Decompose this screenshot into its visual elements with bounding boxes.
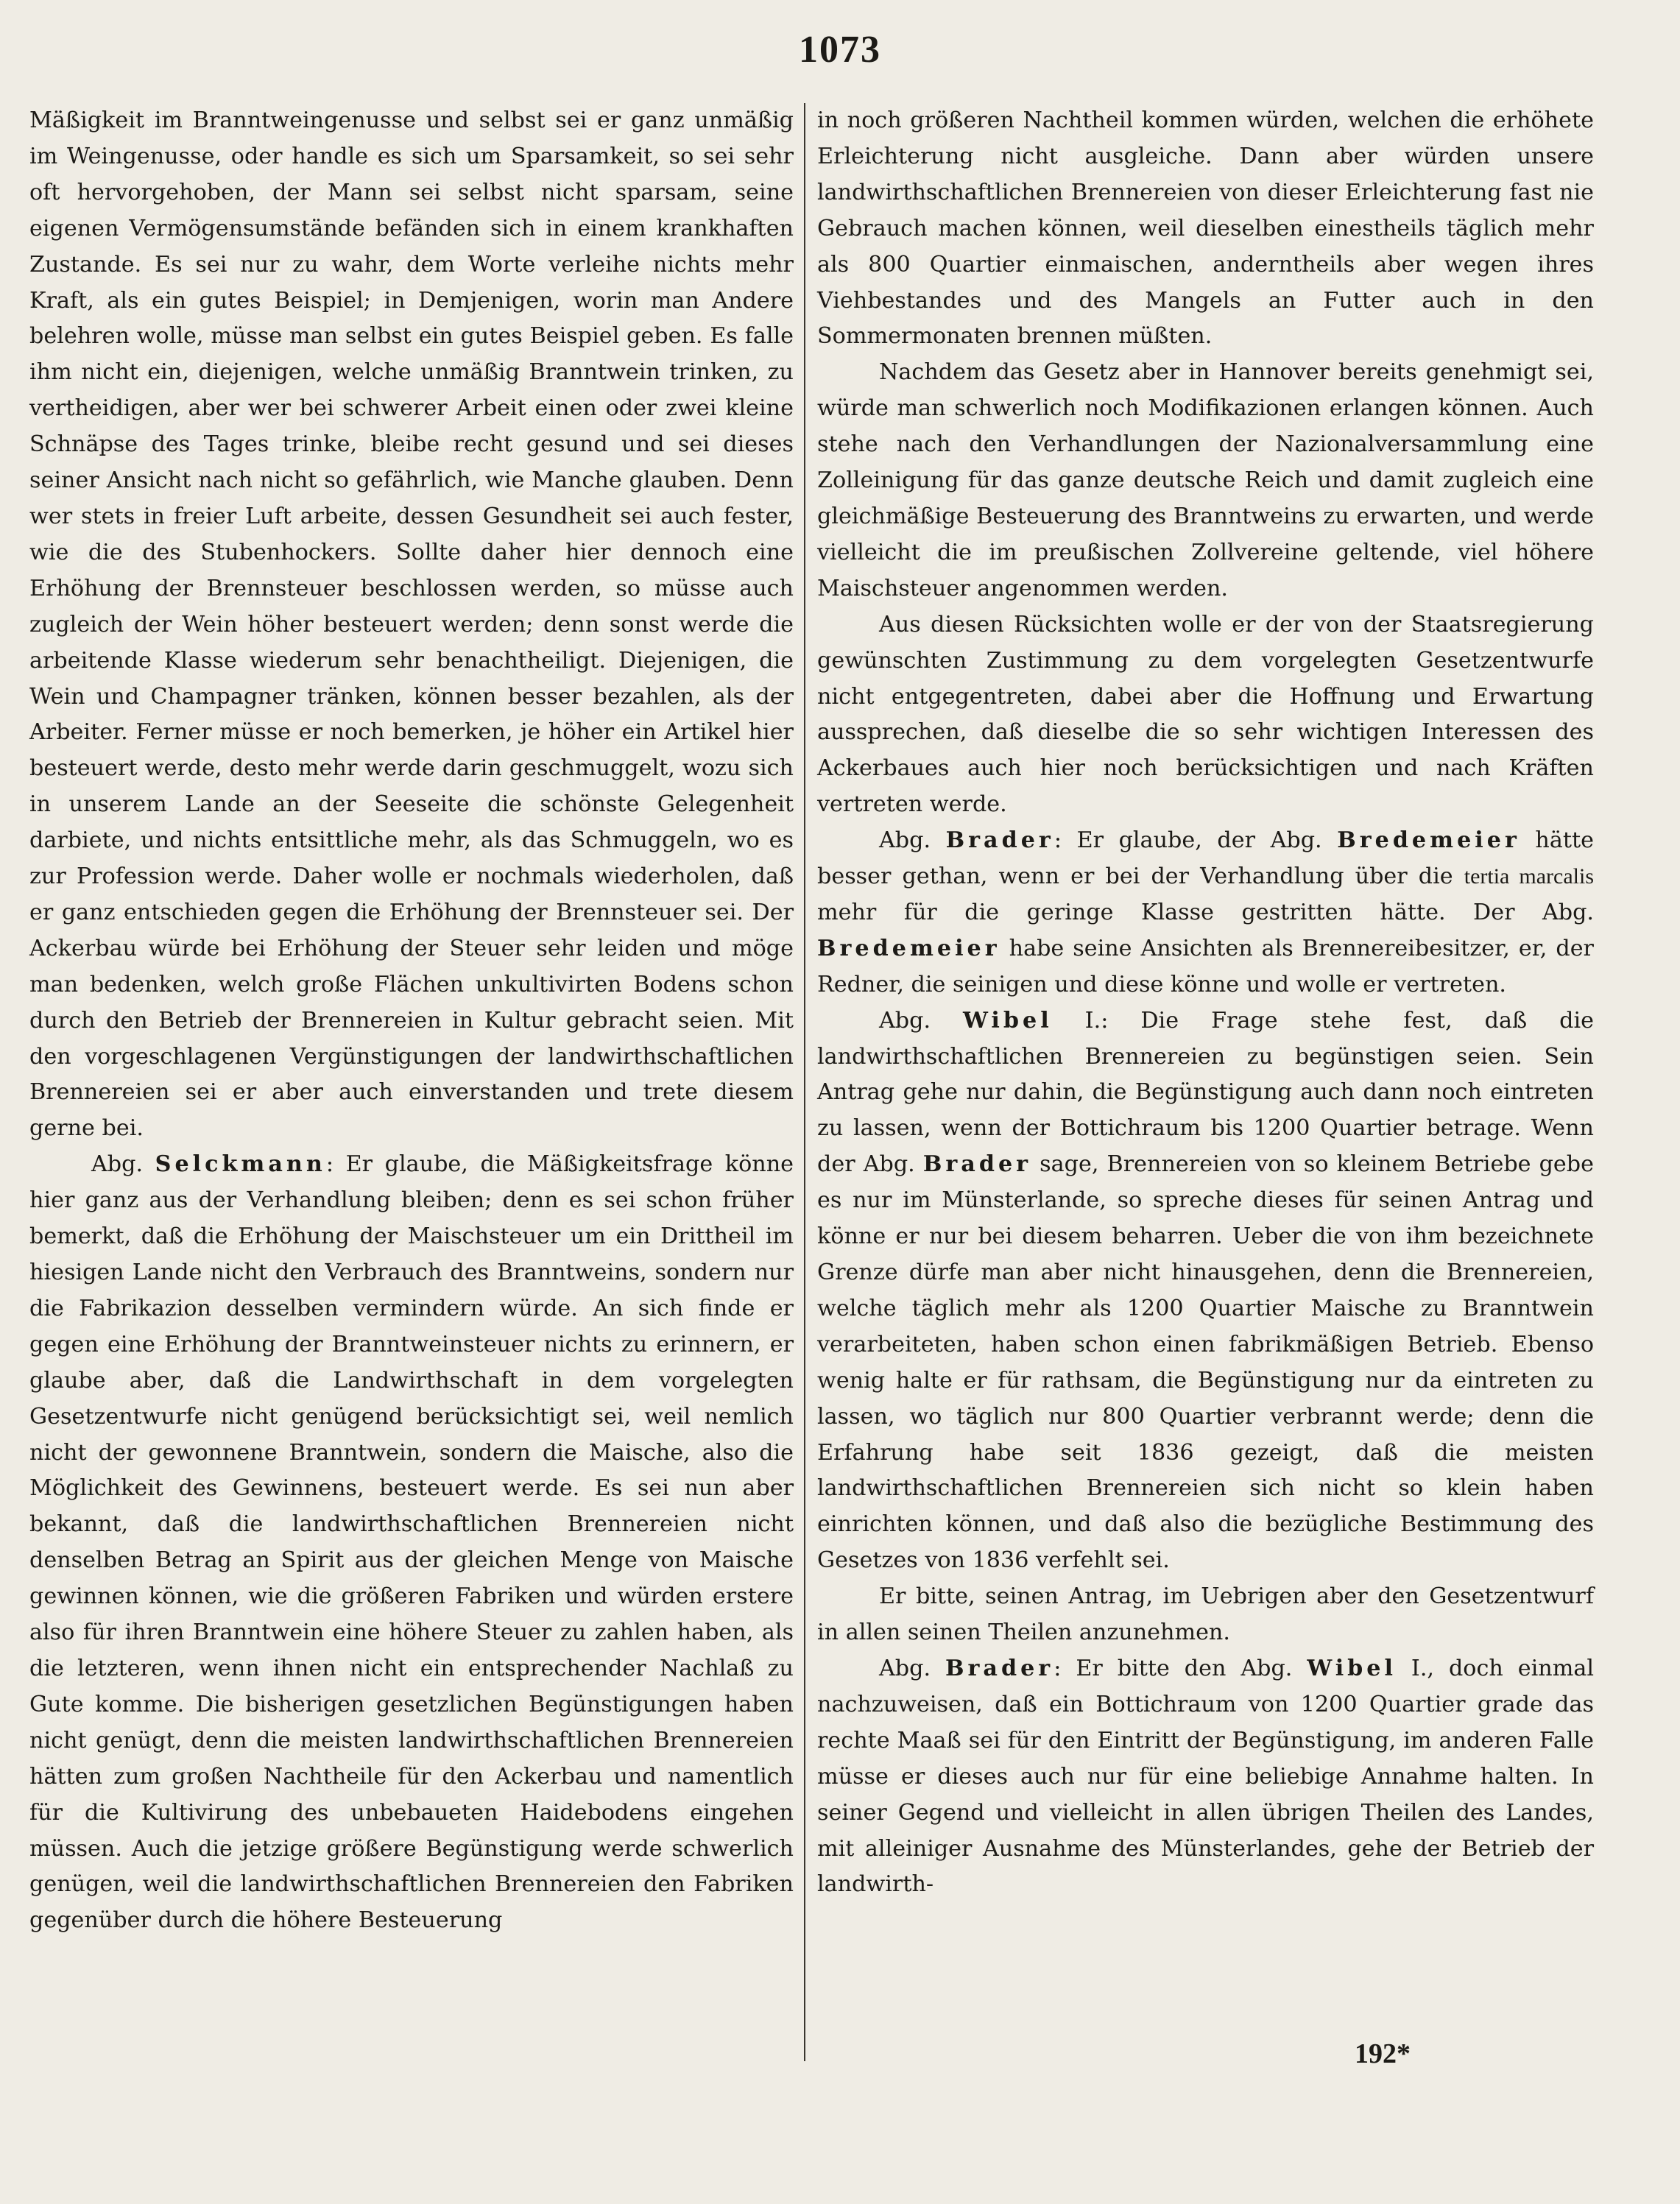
speech-prefix: Abg.: [879, 1007, 931, 1034]
speech-wibel: [817, 1003, 1594, 1580]
signature-mark: 192*: [1355, 2038, 1411, 2069]
speaker-reference: Bredemeier: [1337, 827, 1520, 854]
speech-text: sage, Brennereien von so kleinem Betriebe gebe es nur im Münsterlande, so spreche dieses für seinen Antrag und könne er nur bei diesem beharren. Ueber die von ihm bezeichnete Grenze dürfe man aber nicht hinausgehen, denn die Brennereien, welche täglich mehr als 1200 Quartier Maische zu Branntwein verarbeiteten, haben schon einen fabrikmäßigen Betrieb. Ebenso wenig halte er für rathsam, die Begünstigung nur da eintreten zu lassen, wo täglich nur 800 Quartier verbrannt werde; denn die Erfahrung habe seit 1836 gezeigt, daß die meisten landwirthschaftlichen Brennereien sich nicht so klein haben einrichten können, und daß also die bezügliche Bestimmung des Gesetzes von 1836 verfehlt sei.: [817, 1151, 1594, 1574]
speaker-name: Selckmann: [155, 1151, 326, 1178]
speech-text: mehr für die geringe Klasse gestritten hätte. Der Abg.: [817, 899, 1594, 925]
paragraph-continuation: Mäßigkeit im Branntweingenusse und selbst sei er ganz unmäßig im Weingenusse, oder handle es sich um Sparsamkeit, so sei sehr oft hervorgehoben, der Mann sei selbst nicht sparsam, seine eigenen Vermögensumstände befänden sich in einem krankhaften Zustande. Es sei nur zu wahr, dem Worte verleihe nichts mehr Kraft, als ein gutes Beispiel; in Demjenigen, worin man Andere belehren wolle, müsse man selbst ein gutes Beispiel geben. Es falle ihm nicht ein, diejenigen, welche unmäßig Branntwein trinken, zu vertheidigen, aber wer bei schwerer Arbeit einen oder zwei kleine Schnäpse des Tages trinke, bleibe recht gesund und sei dieses seiner Ansicht nach nicht so gefährlich, wie Manche glauben. Denn wer stets in freier Luft arbeite, dessen Gesundheit sei auch fester, wie die des Stubenhockers. Sollte daher hier dennoch eine Erhöhung der Brennsteuer beschlossen werden, so müsse auch zugleich der Wein höher besteuert werden; denn sonst werde die arbeitende Klasse wiederum sehr benachtheiligt. Diejenigen, die Wein und Champagner tränken, können besser bezahlen, als der Arbeiter. Ferner müsse er noch bemerken, je höher ein Artikel hier besteuert werde, desto mehr werde darin geschmuggelt, wozu sich in unserem Lande an der Seeseite die schönste Gelegenheit darbiete, und nichts entsittliche mehr, als das Schmuggeln, wo es zur Profession werde. Daher wolle er nochmals wiederholen, daß er ganz entschieden gegen die Erhöhung der Brennsteuer sei. Der Ackerbau würde bei Erhöhung der Steuer sehr leiden und möge man bedenken, welch große Flächen unkultivirten Bodens schon durch den Betrieb der Brennereien in Kultur gebracht seien. Mit den vorgeschlagenen Vergünstigungen der landwirthschaftlichen Brennereien sei er aber auch einverstanden und trete diesem gerne bei.: [29, 107, 794, 1142]
column-divider: [804, 103, 805, 2061]
paragraph-continuation: in noch größeren Nachtheil kommen würden, welchen die erhöhete Erleichterung nicht ausgleiche. Dann aber würden unsere landwirthschaftlichen Brennereien von dieser Erleichterung fast nie Gebrauch machen können, weil dieselben einestheils täglich mehr als 800 Quartier einmaischen, anderntheils aber wegen ihres Viehbestandes und des Mangels an Futter auch in den Sommermonaten brennen müßten.: [817, 107, 1594, 350]
speech-prefix: Abg.: [91, 1151, 144, 1178]
speaker-suffix: I.: [1396, 1655, 1427, 1681]
speaker-reference: Wibel: [1307, 1655, 1397, 1681]
speech-brader: [817, 823, 1594, 1003]
latin-term: tertia marcalis: [1464, 864, 1594, 889]
speaker-reference: Bredemeier: [817, 935, 1000, 961]
left-column: [29, 103, 794, 1939]
speech-text: : Er glaube, der Abg.: [1053, 827, 1338, 854]
speech-prefix: Abg.: [879, 1655, 931, 1681]
right-column: [817, 103, 1594, 1903]
speech-text: , doch einmal nachzuweisen, daß ein Bottichraum von 1200 Quartier grade das rechte Maaß sei für den Eintritt der Begünstigung, im anderen Falle müsse er dieses auch nur für eine beliebige Annahme halten. In seiner Gegend und vielleicht in allen übrigen Theilen des Landes, mit alleiniger Ausnahme des Münsterlandes, gehe der Betrieb der landwirth-: [817, 1655, 1594, 1898]
speech-text: hätte besser gethan, wenn er bei der Verhandlung über die: [817, 827, 1594, 890]
speech-text: : Er glaube, die Mäßigkeitsfrage könne hier ganz aus der Verhandlung bleiben; denn es sei schon früher bemerkt, daß die Erhöhung der Maischsteuer um ein Drittheil im hiesigen Lande nicht den Verbrauch des Branntweins, sondern nur die Fabrikazion desselben vermindern würde. An sich finde er gegen eine Erhöhung der Branntweinsteuer nichts zu erinnern, er glaube aber, daß die Landwirthschaft in dem vorgelegten Gesetzentwurfe nicht genügend berücksichtigt sei, weil nemlich nicht der gewonnene Branntwein, sondern die Maische, also die Möglichkeit des Gewinnens, besteuert werde. Es sei nun aber bekannt, daß die landwirthschaftlichen Brennereien nicht denselben Betrag an Spirit aus der gleichen Menge von Maische gewinnen können, wie die größeren Fabriken und würden erstere also für ihren Branntwein eine höhere Steuer zu zahlen haben, als die letzteren, wenn ihnen nicht ein entsprechender Nachlaß zu Gute komme. Die bisherigen gesetzlichen Begünstigungen haben nicht genügt, denn die meisten landwirthschaftlichen Brennereien hätten zum großen Nachtheile für den Ackerbau und namentlich für die Kultivirung des unbebaueten Haidebodens eingehen müssen. Auch die jetzige größere Begünstigung werde schwerlich genügen, weil die landwirthschaftlichen Brennereien den Fabriken gegenüber durch die höhere Besteuerung: [29, 1151, 794, 1934]
paragraph: Er bitte, seinen Antrag, im Uebrigen aber den Gesetzentwurf in allen seinen Theilen anzunehmen.: [817, 1583, 1594, 1646]
speech-text: : Er bitte den Abg.: [1053, 1655, 1307, 1681]
speech-prefix: Abg.: [879, 827, 931, 854]
speech-selckmann: [29, 1147, 794, 1939]
speaker-name: Wibel: [963, 1007, 1053, 1034]
paragraph: Aus diesen Rücksichten wolle er der von der Staatsregierung gewünschten Zustimmung zu dem vorgelegten Gesetzentwurfe nicht entgegentreten, dabei aber die Hoffnung und Erwartung aussprechen, daß dieselbe die so sehr wichtigen Interessen des Ackerbaues auch hier noch berücksichtigen und nach Kräften vertreten werde.: [817, 611, 1594, 818]
page-number: 1073: [799, 29, 881, 71]
paragraph: Nachdem das Gesetz aber in Hannover bereits genehmigt sei, würde man schwerlich noch Modifikazionen erlangen können. Auch stehe nach den Verhandlungen der Nazionalversammlung eine Zolleinigung für das ganze deutsche Reich und damit zugleich eine gleichmäßige Besteuerung des Branntweins zu erwarten, und werde vielleicht die im preußischen Zollvereine geltende, viel höhere Maischsteuer angenommen werden.: [817, 359, 1594, 601]
speech-text: : Die Frage stehe fest, daß die landwirthschaftlichen Brennereien zu begünstigen seien. Sein Antrag gehe nur dahin, die Begünstigung auch dann noch eintreten zu lassen, wenn der Bottichraum bis 1200 Quartier betrage. Wenn der Abg.: [817, 1007, 1594, 1178]
speech-text: habe seine Ansichten als Brennereibesitzer, er, der Redner, die seinigen und diese könne und wolle er vertreten.: [817, 935, 1594, 997]
speaker-reference: Brader: [922, 1151, 1032, 1178]
speaker-suffix: I.: [1052, 1007, 1101, 1034]
speaker-name: Brader: [945, 1655, 1054, 1681]
speaker-name: Brader: [945, 827, 1054, 854]
speech-brader: [817, 1651, 1594, 1903]
